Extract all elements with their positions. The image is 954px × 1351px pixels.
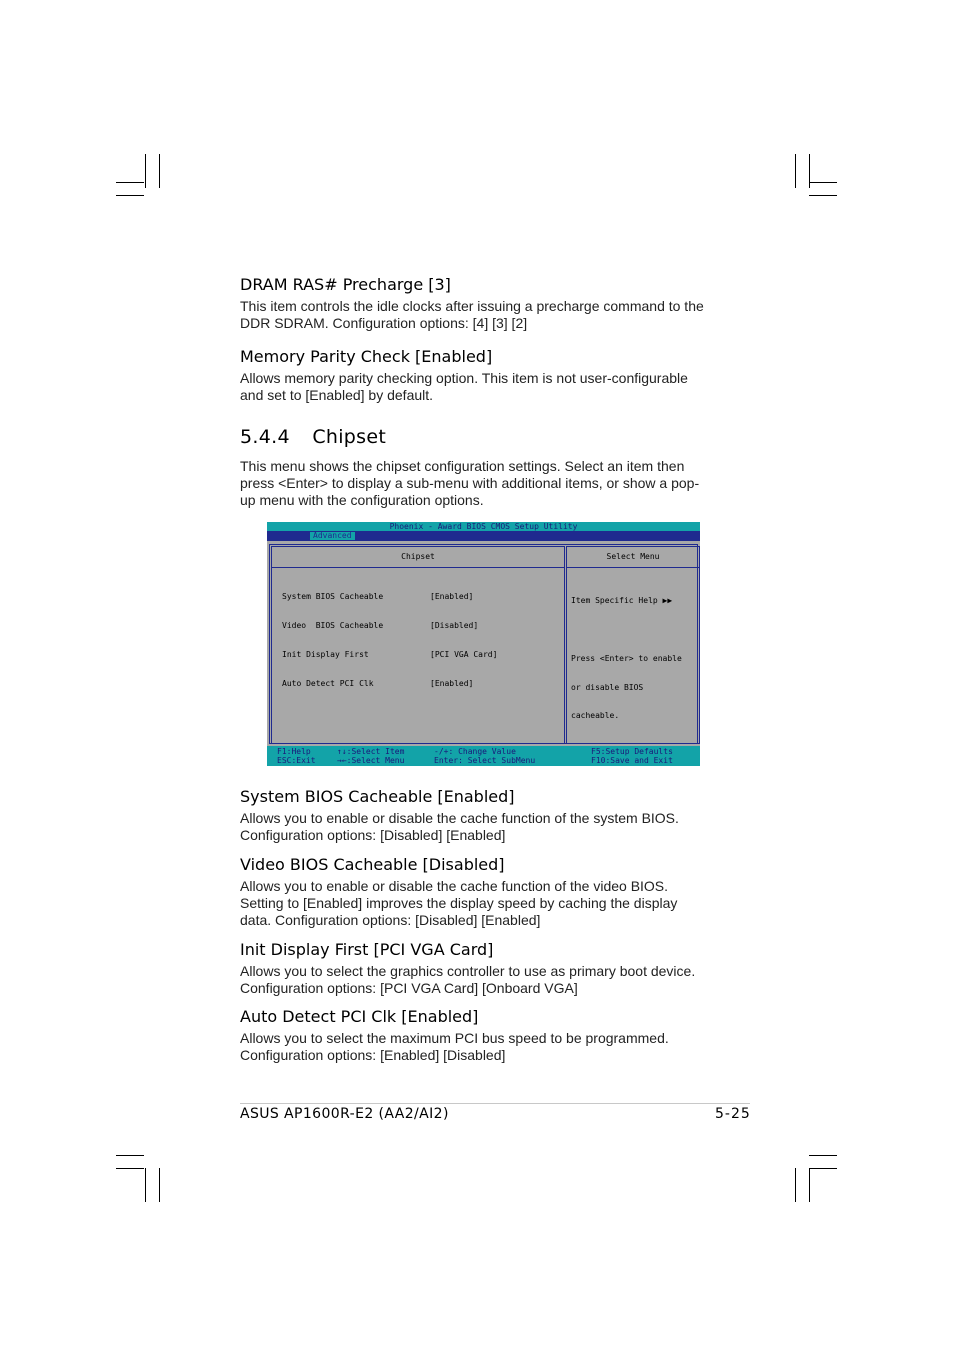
crop-mark xyxy=(809,1168,810,1202)
crop-mark xyxy=(145,154,146,188)
footer-divider xyxy=(240,1103,750,1104)
section-number: 5.4.4 xyxy=(240,426,290,448)
option-heading: Auto Detect PCI Clk [Enabled] xyxy=(240,1007,479,1026)
help-line: Item Specific Help ▶▶ xyxy=(571,596,673,606)
help-text xyxy=(571,577,682,740)
help-line: or disable BIOS xyxy=(571,682,644,692)
section-memory-parity-check xyxy=(240,346,710,404)
key-save-exit: F10:Save and Exit xyxy=(591,756,673,765)
crop-mark xyxy=(159,154,160,188)
help-line: Press <Enter> to enable xyxy=(571,653,682,663)
help-line xyxy=(571,625,682,635)
key-select-menu: →←:Select Menu xyxy=(337,756,405,765)
option-heading: Init Display First [PCI VGA Card] xyxy=(240,940,494,959)
bios-help-pane xyxy=(566,546,700,744)
bios-item-label[interactable]: System BIOS Cacheable xyxy=(282,592,384,602)
crop-mark xyxy=(116,195,144,196)
crop-mark xyxy=(809,154,810,188)
key-exit: ESC:Exit xyxy=(277,756,316,765)
page-number: 5-25 xyxy=(715,1106,751,1122)
crop-mark xyxy=(159,1168,160,1202)
bios-item-labels xyxy=(282,573,383,707)
crop-mark xyxy=(116,1168,144,1169)
chipset-heading xyxy=(240,424,386,450)
help-line: cacheable. xyxy=(571,711,620,721)
crop-mark xyxy=(145,1168,146,1202)
option-body: Allows you to enable or disable the cache function of the video BIOS. Setting to [Enabled] improves the display speed by caching the display data. Configuration options: [Disabled] [Enabled] xyxy=(240,878,678,928)
bios-item-label[interactable]: Auto Detect PCI Clk xyxy=(282,678,374,688)
section-body: This item controls the idle clocks after issuing a precharge command to the DDR SDRAM. Configuration options: [4] [3] [2] xyxy=(240,298,704,331)
crop-mark xyxy=(795,154,796,188)
option-video-bios-cacheable xyxy=(240,854,700,929)
option-auto-detect-pci-clk xyxy=(240,1006,715,1064)
crop-mark xyxy=(809,182,837,183)
bios-settings-pane xyxy=(271,546,565,744)
pane-title: Chipset xyxy=(272,547,564,568)
option-body: Allows you to enable or disable the cache function of the system BIOS. Configuration options: [Disabled] [Enabled] xyxy=(240,810,679,843)
section-dram-ras-precharge xyxy=(240,274,720,332)
bios-item-values xyxy=(430,573,497,707)
section-body: Allows memory parity checking option. This item is not user-configurable and set to [Enabled] by default. xyxy=(240,370,688,403)
bios-item-value[interactable]: [Disabled] xyxy=(430,620,479,630)
option-init-display-first xyxy=(240,939,715,997)
bios-screenshot xyxy=(267,522,700,766)
option-system-bios-cacheable xyxy=(240,786,710,844)
tab-advanced[interactable]: Advanced xyxy=(310,532,355,540)
crop-mark xyxy=(809,1168,837,1169)
footer-product: ASUS AP1600R-E2 (AA2/AI2) xyxy=(240,1106,449,1122)
chipset-intro: This menu shows the chipset configuration settings. Select an item then press <Enter> to display a sub-menu with additional items, or show a pop-up menu with the configuration options. xyxy=(240,458,700,508)
bios-item-label[interactable]: Init Display First xyxy=(282,649,369,659)
section-heading: DRAM RAS# Precharge [3] xyxy=(240,275,451,294)
crop-mark xyxy=(795,1168,796,1202)
crop-mark xyxy=(809,195,837,196)
crop-mark xyxy=(116,1155,144,1156)
key-setup-defaults: F5:Setup Defaults xyxy=(591,747,673,756)
bios-menu-bar xyxy=(267,531,700,541)
bios-frame xyxy=(269,544,698,744)
option-body: Allows you to select the graphics controller to use as primary boot device. Configuration options: [PCI VGA Card] [Onboard VGA] xyxy=(240,963,696,996)
bios-item-value[interactable]: [Enabled] xyxy=(430,678,474,688)
section-title: Chipset xyxy=(312,426,387,448)
help-title: Select Menu xyxy=(567,547,699,568)
crop-mark xyxy=(116,182,144,183)
section-heading: Memory Parity Check [Enabled] xyxy=(240,347,493,366)
key-select-submenu: Enter: Select SubMenu xyxy=(434,756,536,765)
option-heading: System BIOS Cacheable [Enabled] xyxy=(240,787,515,806)
bios-title-bar: Phoenix - Award BIOS CMOS Setup Utility xyxy=(267,522,700,531)
option-heading: Video BIOS Cacheable [Disabled] xyxy=(240,855,505,874)
crop-mark xyxy=(809,1155,837,1156)
key-select-item: ↑↓:Select Item xyxy=(337,747,405,756)
key-change-value: -/+: Change Value xyxy=(434,747,516,756)
key-help: F1:Help xyxy=(277,747,311,756)
bios-item-value[interactable]: [PCI VGA Card] xyxy=(430,649,498,659)
bios-item-label[interactable]: Video BIOS Cacheable xyxy=(282,620,384,630)
option-body: Allows you to select the maximum PCI bus speed to be programmed. Configuration options: [Enabled] [Disabled] xyxy=(240,1030,669,1063)
bios-item-value[interactable]: [Enabled] xyxy=(430,592,474,602)
bios-key-legend xyxy=(267,746,700,766)
